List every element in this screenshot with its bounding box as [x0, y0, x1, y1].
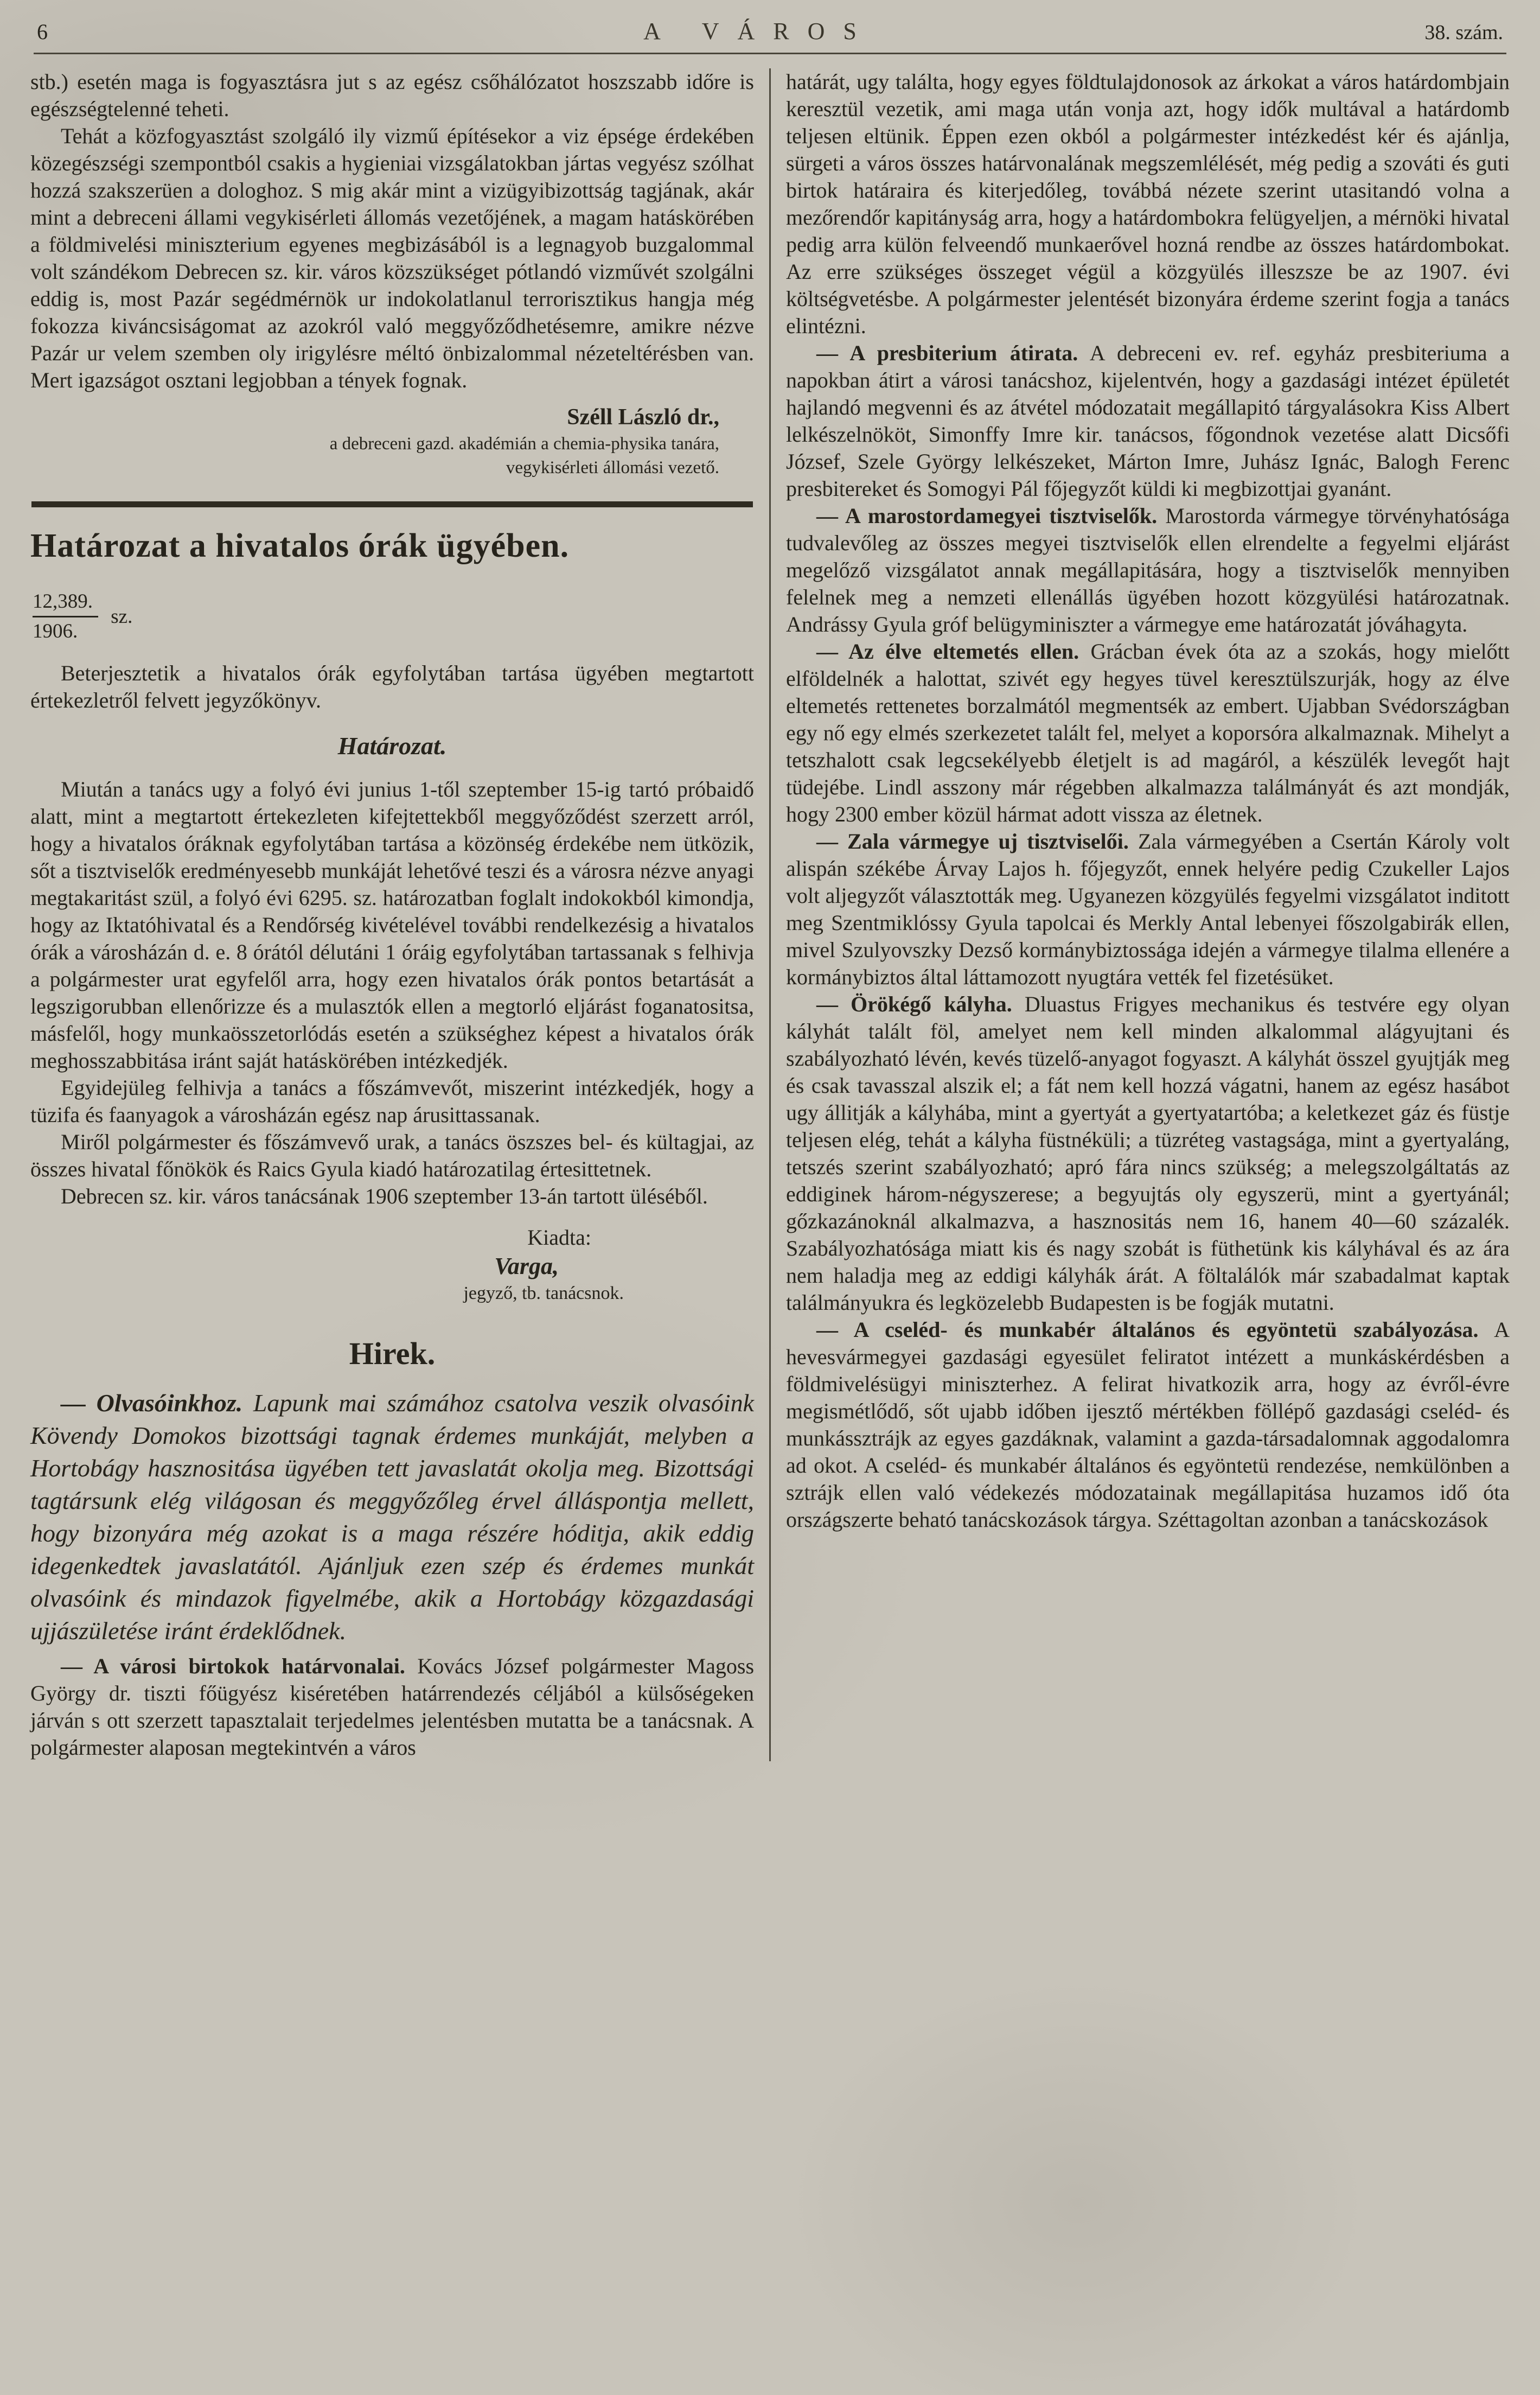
- issuer-role: jegyző, tb. tanácsnok.: [463, 1283, 624, 1303]
- article-paragraph: Tehát a közfogyasztást szolgáló ily vizmű építésekor a viz épsége érdekében közegészségi szempontból csakis a hygieniai vizsgálatokban jártas vegyész szólhat hozzá szakszerüen a dologhoz. S mig akár mint a vizügyibizottság tagjának, akár mint a debreceni állami vegykisérleti állomás vezetőjének, a magam hatáskörében a földmivelési miniszterium egyenes megbizásából is a legnagyob buzgalommal volt szándékom Debrecen sz. kir. város közszükséget pótlandó vizművét szolgálni eddig is, most Pazár segédmérnök ur indokolatlanul terrorisztikus hangja még fokozza kiváncsiságomat az azokról való meggyőződhetésemre, amikre nézve Pazár ur velem szemben oly irigylésre méltó önbizalommal nézeteltérésben van. Mert igazságot osztani legjobban a tények fognak.: [30, 124, 754, 392]
- news-item-eternal-stove: [786, 991, 1510, 1316]
- left-column: [30, 68, 754, 1761]
- reference-number-bottom: 1906.: [33, 620, 78, 642]
- decision-paragraph: Debrecen sz. kir. város tanácsának 1906 szeptember 13-án tartott üléséből.: [61, 1184, 708, 1208]
- news-item-text: A debreceni ev. ref. egyház presbiteriuma a napokban átirt a városi tanácshoz, kijelentvén, hogy a gazdasági intézet épületét hajlandó megvenni és az átvétel módozatait megállapitó tárgyalásokra Kiss Albert lelkészelnököt, Simonffy Imre kir. tanácsos, főgondnok vezetése alatt Dicsőfi József, Szele György lelkészeket, Márton Imre, Juhász Ignác, Balogh Ferenc presbitereket és Somogyi Pál főjegyzőt küldi ki megbizottjai gyanánt.: [786, 341, 1510, 501]
- decision-paragraph: Egyidejüleg felhivja a tanács a főszámvevőt, miszerint intézkedjék, hogy a tüzifa és faanyagok a városházán egész nap árusittassanak.: [30, 1075, 754, 1127]
- reference-number-fraction: [33, 590, 98, 644]
- page-number: 6: [37, 20, 48, 44]
- decision-section-heading: Határozat a hivatalos órák ügyében.: [30, 527, 570, 564]
- decision-intro-paragraph: Beterjesztetik a hivatalos órák egyfolytában tartása ügyében megtartott értekezletről felvett jegyzőkönyv.: [30, 661, 754, 712]
- reference-number: [33, 590, 754, 644]
- reference-number-top: 12,389.: [33, 590, 98, 617]
- news-item-text: Lapunk mai számához csatolva veszik olvasóink Kövendy Domokos bizottsági tagnak érdemes munkáját, melyben a Hortobágy hasznositása ügyében tett javaslatát okolja meg. Bizottsági tagtársunk elég világosan és meggyőzőleg érvel álláspontja mellett, hogy bizonyára még azokat is a maga részére hóditja, akik eddig idegenkedtek javaslatától. Ajánljuk ezen szép és érdemes munkát olvasóink és mindazok figyelmébe, akik a Hortobágy közgazdasági ujjászületése iránt érdeklődnek.: [30, 1389, 754, 1645]
- issued-by-label: Kiadta:: [527, 1225, 591, 1250]
- news-item-text: Kovács József polgármester Magoss György dr. tiszti főügyész kiséretében határrendezés céljából a külsőségeken járván s ott szerzett tapasztalait terjedelmes jelentésben mutatta be a tanácsnak. A polgármester alaposan megtekintvén a város: [30, 1654, 755, 1760]
- decision-paragraph: Miről polgármester és főszámvevő urak, a tanács öszszes bel- és kültagjai, az összes hivatal főnökök és Raics Gyula kiadó határozatilag értesittetnek.: [30, 1130, 754, 1181]
- issuer-name: Varga,: [494, 1253, 559, 1279]
- newspaper-title: A VÁROS: [643, 18, 875, 44]
- column-divider-rule: [769, 68, 771, 1761]
- news-item-text: Marostorda vármegye törvényhatósága tudvalevőleg az összes megyei tisztviselők ellen elrendelte a fegyelmi eljárást megelőző vizsgálatot annak megállapitására, hogy a tisztviselők mennyiben felelnek meg a nemzeti ellenállás ügyében hozott közgyülési határozatnak. Andrássy Gyula gróf belügyminiszter a vármegye eme határozatát jóváhagyta.: [786, 504, 1510, 636]
- issue-number: 38. szám.: [1424, 21, 1503, 44]
- news-section-heading: Hirek.: [349, 1336, 436, 1371]
- news-item-continuation: határát, ugy találta, hogy egyes földtulajdonosok az árkokat a város határdombjain keresztül vezetik, ami maga után vonja azt, hogy idők multával a határdomb teljesen eltünik. Éppen ezen okból a polgármester intézkedést kér és ajánlja, sürgeti a város összes határvonalának megszemlélését, még pedig a szováti és guti birtok határaira és kiterjedőleg, továbbá nézete szerint utasitandó volna a mezőrendőr kapitányság arra, hogy a határdombokra felügyeljen, a mérnöki hivatal pedig arra külön felveendő munkaerővel hozná rendbe az összes határdombokat. Az erre szükséges összeget végül a közgyülés illeszsze be az 1907. évi költségvetésbe. A polgármester jelentését bizonyára érdeme szerint fogja a tanács elintézni.: [786, 69, 1510, 338]
- news-item-text: Dluastus Frigyes mechanikus és testvére egy olyan kályhát talált föl, amelyet nem kell minden alkalommal alágyujtani és szabályozható lévén, kevés tüzelő-anyagot fogyaszt. A kályhát összel gyujtják meg és csak tavasszal alszik el; a fát nem kell hozzá vágatni, hanem az egész hasábot ugy állitják a kályhába, mint a gyertyát a gyertyatartóba; a keletkezet gáz és füstje teljesen elég, tehát a kályha füstnéküli; a tüzréteg vastagsága, mint a gyertyaláng, tetszés szerint szabályozható; apró fára nincs szükség; a melegszolgáltatás az eddiginek három-négyszerese; a begyujtás oly egyszerü, mint a gyertyánál; gőzkazánoknál alkalmazva, a hasznositás nem 16, hanem 40—60 százalék. Szabályozhatósága miatt kis és nagy szobát is füthetünk kis kályhával és az ára nem haladja meg az eddigi kályhák árát. A föltalálók már szabadalmat kaptak találmányukra és legközelebb Budapesten is be fogják mutatni.: [786, 992, 1510, 1315]
- news-item-text: Zala vármegyében a Csertán Károly volt alispán székébe Árvay Lajos h. főjegyzőt, ennek helyére pedig Czukeller Lajos volt aljegyzőt választották meg. Ugyanezen közgyülés fegyelmi vizsgálatot inditott meg Szentmiklóssy Gyula tapolcai és Merkly Antal lebenyei főszolgabirák ellen, mivel Szulyovszky Dezső kormánybiztossága idején a vármegye tilalma ellenére a kormánybiztos által láttamozott nyugtára vették fel fizetésüket.: [786, 829, 1510, 989]
- news-item-city-borders: [30, 1653, 754, 1761]
- page-columns: [30, 54, 1510, 1761]
- news-item-to-readers: [30, 1387, 754, 1647]
- reference-number-suffix: sz.: [111, 605, 133, 628]
- news-item-text: Grácban évek óta az a szokás, hogy mielőtt elföldelnék a halottat, szivét egy hegyes tüvel keresztülszurják, hogy az élve eltemetés rettenetes borzalmától megmentsék az embert. Ujabban Svédországban egy nő egy elmés szerkezetet talált fel, melyet a koporsóra alkalmaznak. Mihelyt a tetszhalott csak legcsekélyebb életjelt is ad magáról, a készülék levegőt hajt tüdejébe. Lindl asszony már régebben alkalmazza találmányát és azt mondják, hogy 2300 ember közül hármat adott vissza az életnek.: [786, 639, 1510, 826]
- news-item-lead: — A presbiterium átirata.: [816, 341, 1078, 365]
- signature-name: Széll László dr.,: [567, 405, 719, 430]
- news-item-lead: — A városi birtokok határvonalai.: [61, 1654, 405, 1678]
- news-item-lead: — Olvasóinkhoz.: [61, 1389, 243, 1417]
- masthead: [30, 13, 1510, 53]
- news-item-burial-alive: [786, 638, 1510, 828]
- signature-role-line-1: a debreceni gazd. akadémián a chemia-physika tanára,: [329, 434, 719, 454]
- decision-subheading: Határozat.: [337, 732, 447, 760]
- news-item-presbytery: [786, 340, 1510, 502]
- news-item-lead: — A marostordamegyei tisztviselők.: [816, 504, 1158, 528]
- signature-role-line-2: vegykisérleti állomási vezető.: [506, 458, 719, 477]
- news-item-zala-officials: [786, 828, 1510, 991]
- news-item-lead: — Zala vármegye uj tisztviselői.: [816, 829, 1129, 853]
- news-item-lead: — Örökégő kályha.: [816, 992, 1012, 1016]
- article-signature: [30, 403, 754, 480]
- news-item-text: A hevesvármegyei gazdasági egyesület feliratot intézett a munkáskérdésben a földmivelésügyi miniszterhez. A felirat hivatkozik arra, hogy az évről-évre megismétlődő, sőt ujabb időben ijesztő mértékben föllépő gazdasági cseléd- és munkássztrájk az egyes gazdáknak, valamint a gazda-társadalomnak aggodalomra ad okot. A cseléd- és munkabér általános és egyöntetü rendezése, nemkülönben a sztrájk ellen való védekezés módozatainak megállapitása huzamos idő óta országszerte beható tanácskozások tárgya. Széttagoltan azonban a tanácskozások: [786, 1317, 1510, 1532]
- news-item-wage-regulation: [786, 1316, 1510, 1533]
- right-column: [786, 68, 1510, 1761]
- decision-paragraph: Miután a tanács ugy a folyó évi junius 1-től szeptember 15-ig tartó próbaidő alatt, mint a megtartott értekezleten kifejtettekből meggyőződést szerzett arról, hogy a hivatalos óráknak egyfolytában tartása a közönség érdekébe nem ütközik, sőt a tisztviselők eredményesebb munkáját lehetővé teszi és a városra nézve anyagi megtakaritást szül, a folyó évi 6295. sz. határozatban foglalt indokokból kimondja, hogy az Iktatóhivatal és a Rendőrség kivételével további rendelkezésig a hivatalos órák a városházán d. e. 8 órától délutáni 1 óráig egyfolytában tartassanak s felhivja a polgármester urat egyfelől arra, hogy ezen hivatalos órák pontos betartását a legszigorubban ellenőrizze és a mulasztók ellen a megtorló eljárást foganatositsa, másfelől, hogy munkaösszetorlódás esetén a szükséghez képest a hivatalos órák meghosszabbitása iránt saját hatáskörében intézkedjék.: [30, 777, 754, 1073]
- article-continuation-paragraph: stb.) esetén maga is fogyasztásra jut s az egész csőhálózatot hoszszabb időre is egészségtelenné teheti.: [30, 69, 754, 121]
- news-item-lead: — Az élve eltemetés ellen.: [816, 639, 1079, 664]
- news-item-lead: — A cseléd- és munkabér általános és egyöntetü szabályozása.: [816, 1317, 1479, 1342]
- news-item-marostorda-officials: [786, 502, 1510, 638]
- section-divider-rule: [31, 501, 753, 507]
